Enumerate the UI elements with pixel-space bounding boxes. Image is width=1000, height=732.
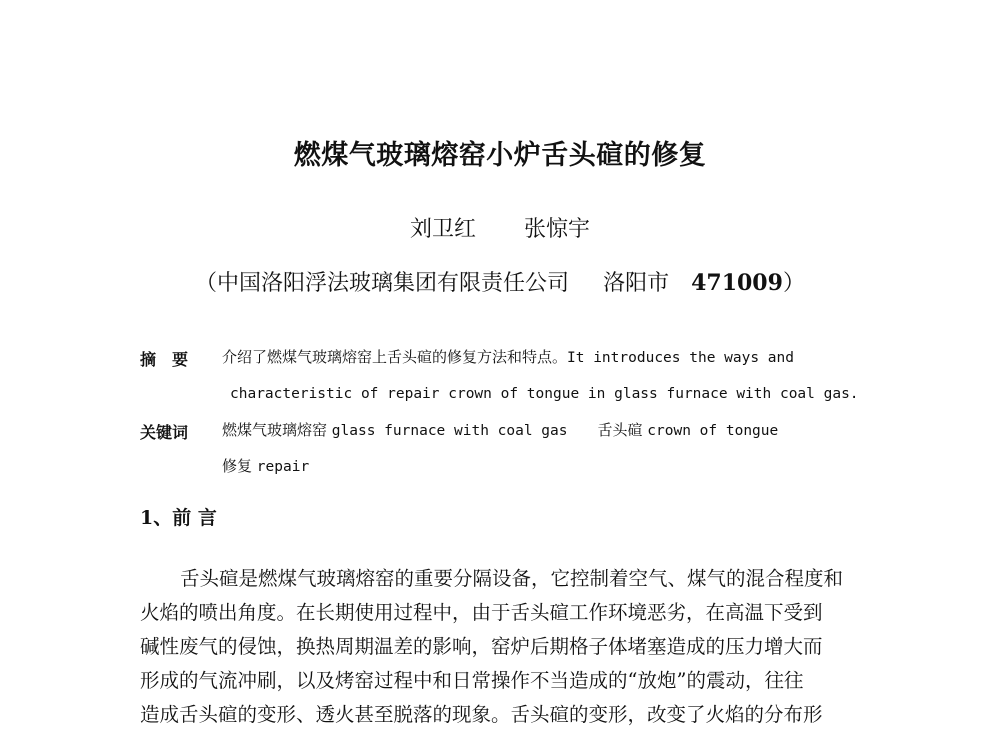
section-heading: 1、前 言 <box>140 507 217 529</box>
keywords-line-2 <box>222 456 309 477</box>
abstract-line-2: characteristic of repair crown of tongue in glass furnace with coal gas. <box>230 386 859 402</box>
author-list <box>0 212 1000 243</box>
body-paragraph-line: 舌头碹是燃煤气玻璃熔窑的重要分隔设备，它控制着空气、煤气的混合程度和 <box>180 567 844 590</box>
keywords-label: 关键词 <box>140 423 189 442</box>
affiliation-city: 洛阳市 <box>603 271 670 296</box>
affiliation-zip: 471009 <box>691 270 783 296</box>
author-name: 张惊宇 <box>524 217 591 242</box>
abstract-text-zh: 介绍了燃煤气玻璃熔窑上舌头碹的修复方法和特点。 <box>222 348 568 366</box>
abstract-text-en: It introduces the ways and <box>567 350 794 366</box>
body-paragraph-line: 碱性废气的侵蚀，换热周期温差的影响，窑炉后期格子体堵塞造成的压力增大而 <box>140 635 823 658</box>
body-paragraph-line: 形成的气流冲刷，以及烤窑过程中和日常操作不当造成的“放炮”的震动，往往 <box>140 669 804 692</box>
keyword-en: repair <box>256 459 310 475</box>
keyword-en: glass furnace with coal gas <box>331 423 568 439</box>
abstract-line-1 <box>222 347 794 368</box>
affiliation <box>0 266 1000 297</box>
keyword-en: crown of tongue <box>647 423 779 439</box>
body-paragraph-line: 造成舌头碹的变形、透火甚至脱落的现象。舌头碹的变形，改变了火焰的分布形 <box>140 703 823 726</box>
paper-title: 燃煤气玻璃熔窑小炉舌头碹的修复 <box>293 140 707 171</box>
affiliation-close-paren: ） <box>782 271 805 296</box>
author-name: 刘卫红 <box>409 217 476 242</box>
keyword-zh: 舌头碹 <box>597 421 643 439</box>
affiliation-org: 中国洛阳浮法玻璃集团有限责任公司 <box>217 271 570 296</box>
keywords-line-1 <box>222 420 778 441</box>
abstract-label: 摘 要 <box>140 350 189 369</box>
keyword-zh: 修复 <box>222 457 253 475</box>
body-paragraph-line: 火焰的喷出角度。在长期使用过程中，由于舌头碹工作环境恶劣，在高温下受到 <box>140 601 823 624</box>
affiliation-open-paren: （ <box>195 271 218 296</box>
keyword-zh: 燃煤气玻璃熔窑 <box>222 421 328 439</box>
